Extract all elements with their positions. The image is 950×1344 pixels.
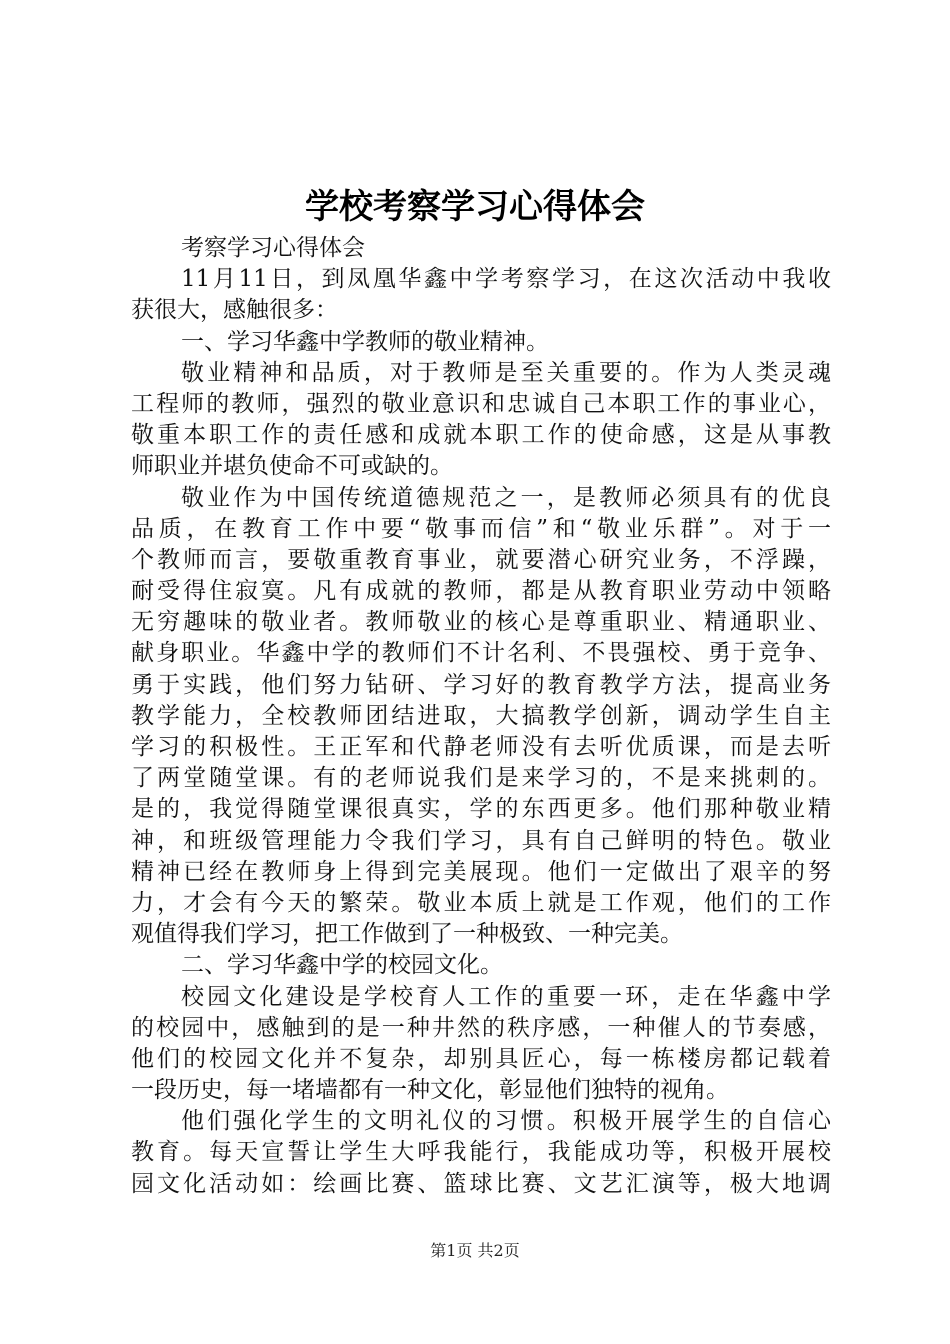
text-line: 是的，我觉得随堂课很真实，学的东西更多。他们那种敬业精: [131, 796, 831, 823]
text-line: 获很大，感触很多：: [131, 297, 338, 324]
text-line: 品质，在教育工作中要“敬事而信”和“敬业乐群”。对于一: [131, 515, 831, 542]
text-line: 考察学习心得体会: [181, 235, 365, 261]
text-line: 的校园中，感触到的是一种井然的秩序感，一种催人的节奏感，: [131, 1014, 831, 1041]
text-line: 力，才会有今天的繁荣。敬业本质上就是工作观，他们的工作: [131, 889, 831, 916]
text-line: 教育。每天宣誓让学生大呼我能行，我能成功等，积极开展校: [131, 1139, 831, 1166]
text-line: 学习的积极性。王正军和代静老师没有去听优质课，而是去听: [131, 734, 831, 760]
text-line: 11月11日，到凤凰华鑫中学考察学习，在这次活动中我收: [181, 266, 831, 293]
text-line: 敬业精神和品质，对于教师是至关重要的。作为人类灵魂: [181, 359, 831, 386]
text-line: 勇于实践，他们努力钻研、学习好的教育教学方法，提高业务: [131, 671, 831, 698]
text-line: 献身职业。华鑫中学的教师们不计名利、不畏强校、勇于竞争、: [131, 640, 831, 667]
text-line: 无穷趣味的敬业者。教师敬业的核心是尊重职业、精通职业、: [131, 609, 831, 636]
text-line: 园文化活动如：绘画比赛、篮球比赛、文艺汇演等，极大地调: [131, 1170, 831, 1197]
text-line: 个教师而言，要敬重教育事业，就要潜心研究业务，不浮躁，: [131, 546, 831, 573]
document-body: [131, 233, 831, 1200]
text-line: 敬业作为中国传统道德规范之一，是教师必须具有的优良: [181, 484, 831, 511]
text-line: 教学能力，全校教师团结进取，大搞教学创新，调动学生自主: [131, 702, 831, 729]
text-line: 神，和班级管理能力令我们学习，具有自己鲜明的特色。敬业: [131, 827, 831, 854]
text-line: 一段历史，每一堵墙都有一种文化，彰显他们独特的视角。: [131, 1077, 729, 1104]
text-line: 了两堂随堂课。有的老师说我们是来学习的，不是来挑刺的。: [131, 765, 831, 792]
page-footer: 第1页 共2页: [430, 1241, 520, 1260]
text-line: 他们的校园文化并不复杂，却别具匠心，每一栋楼房都记载着: [131, 1045, 831, 1072]
text-line: 一、学习华鑫中学教师的敬业精神。: [181, 328, 549, 355]
text-line: 精神已经在教师身上得到完美展现。他们一定做出了艰辛的努: [131, 858, 831, 885]
document-title: 学校考察学习心得体会: [305, 187, 645, 227]
text-line: 二、学习华鑫中学的校园文化。: [181, 952, 503, 979]
text-line: 他们强化学生的文明礼仪的习惯。积极开展学生的自信心: [181, 1108, 831, 1135]
text-line: 敬重本职工作的责任感和成就本职工作的使命感，这是从事教: [131, 422, 831, 449]
text-line: 耐受得住寂寞。凡有成就的教师，都是从教育职业劳动中领略: [131, 578, 831, 605]
text-line: 观值得我们学习，把工作做到了一种极致、一种完美。: [131, 921, 683, 948]
text-line: 师职业并堪负使命不可或缺的。: [131, 453, 453, 480]
text-line: 校园文化建设是学校育人工作的重要一环，走在华鑫中学: [181, 983, 831, 1010]
text-line: 工程师的教师，强烈的敬业意识和忠诚自己本职工作的事业心，: [131, 390, 831, 417]
